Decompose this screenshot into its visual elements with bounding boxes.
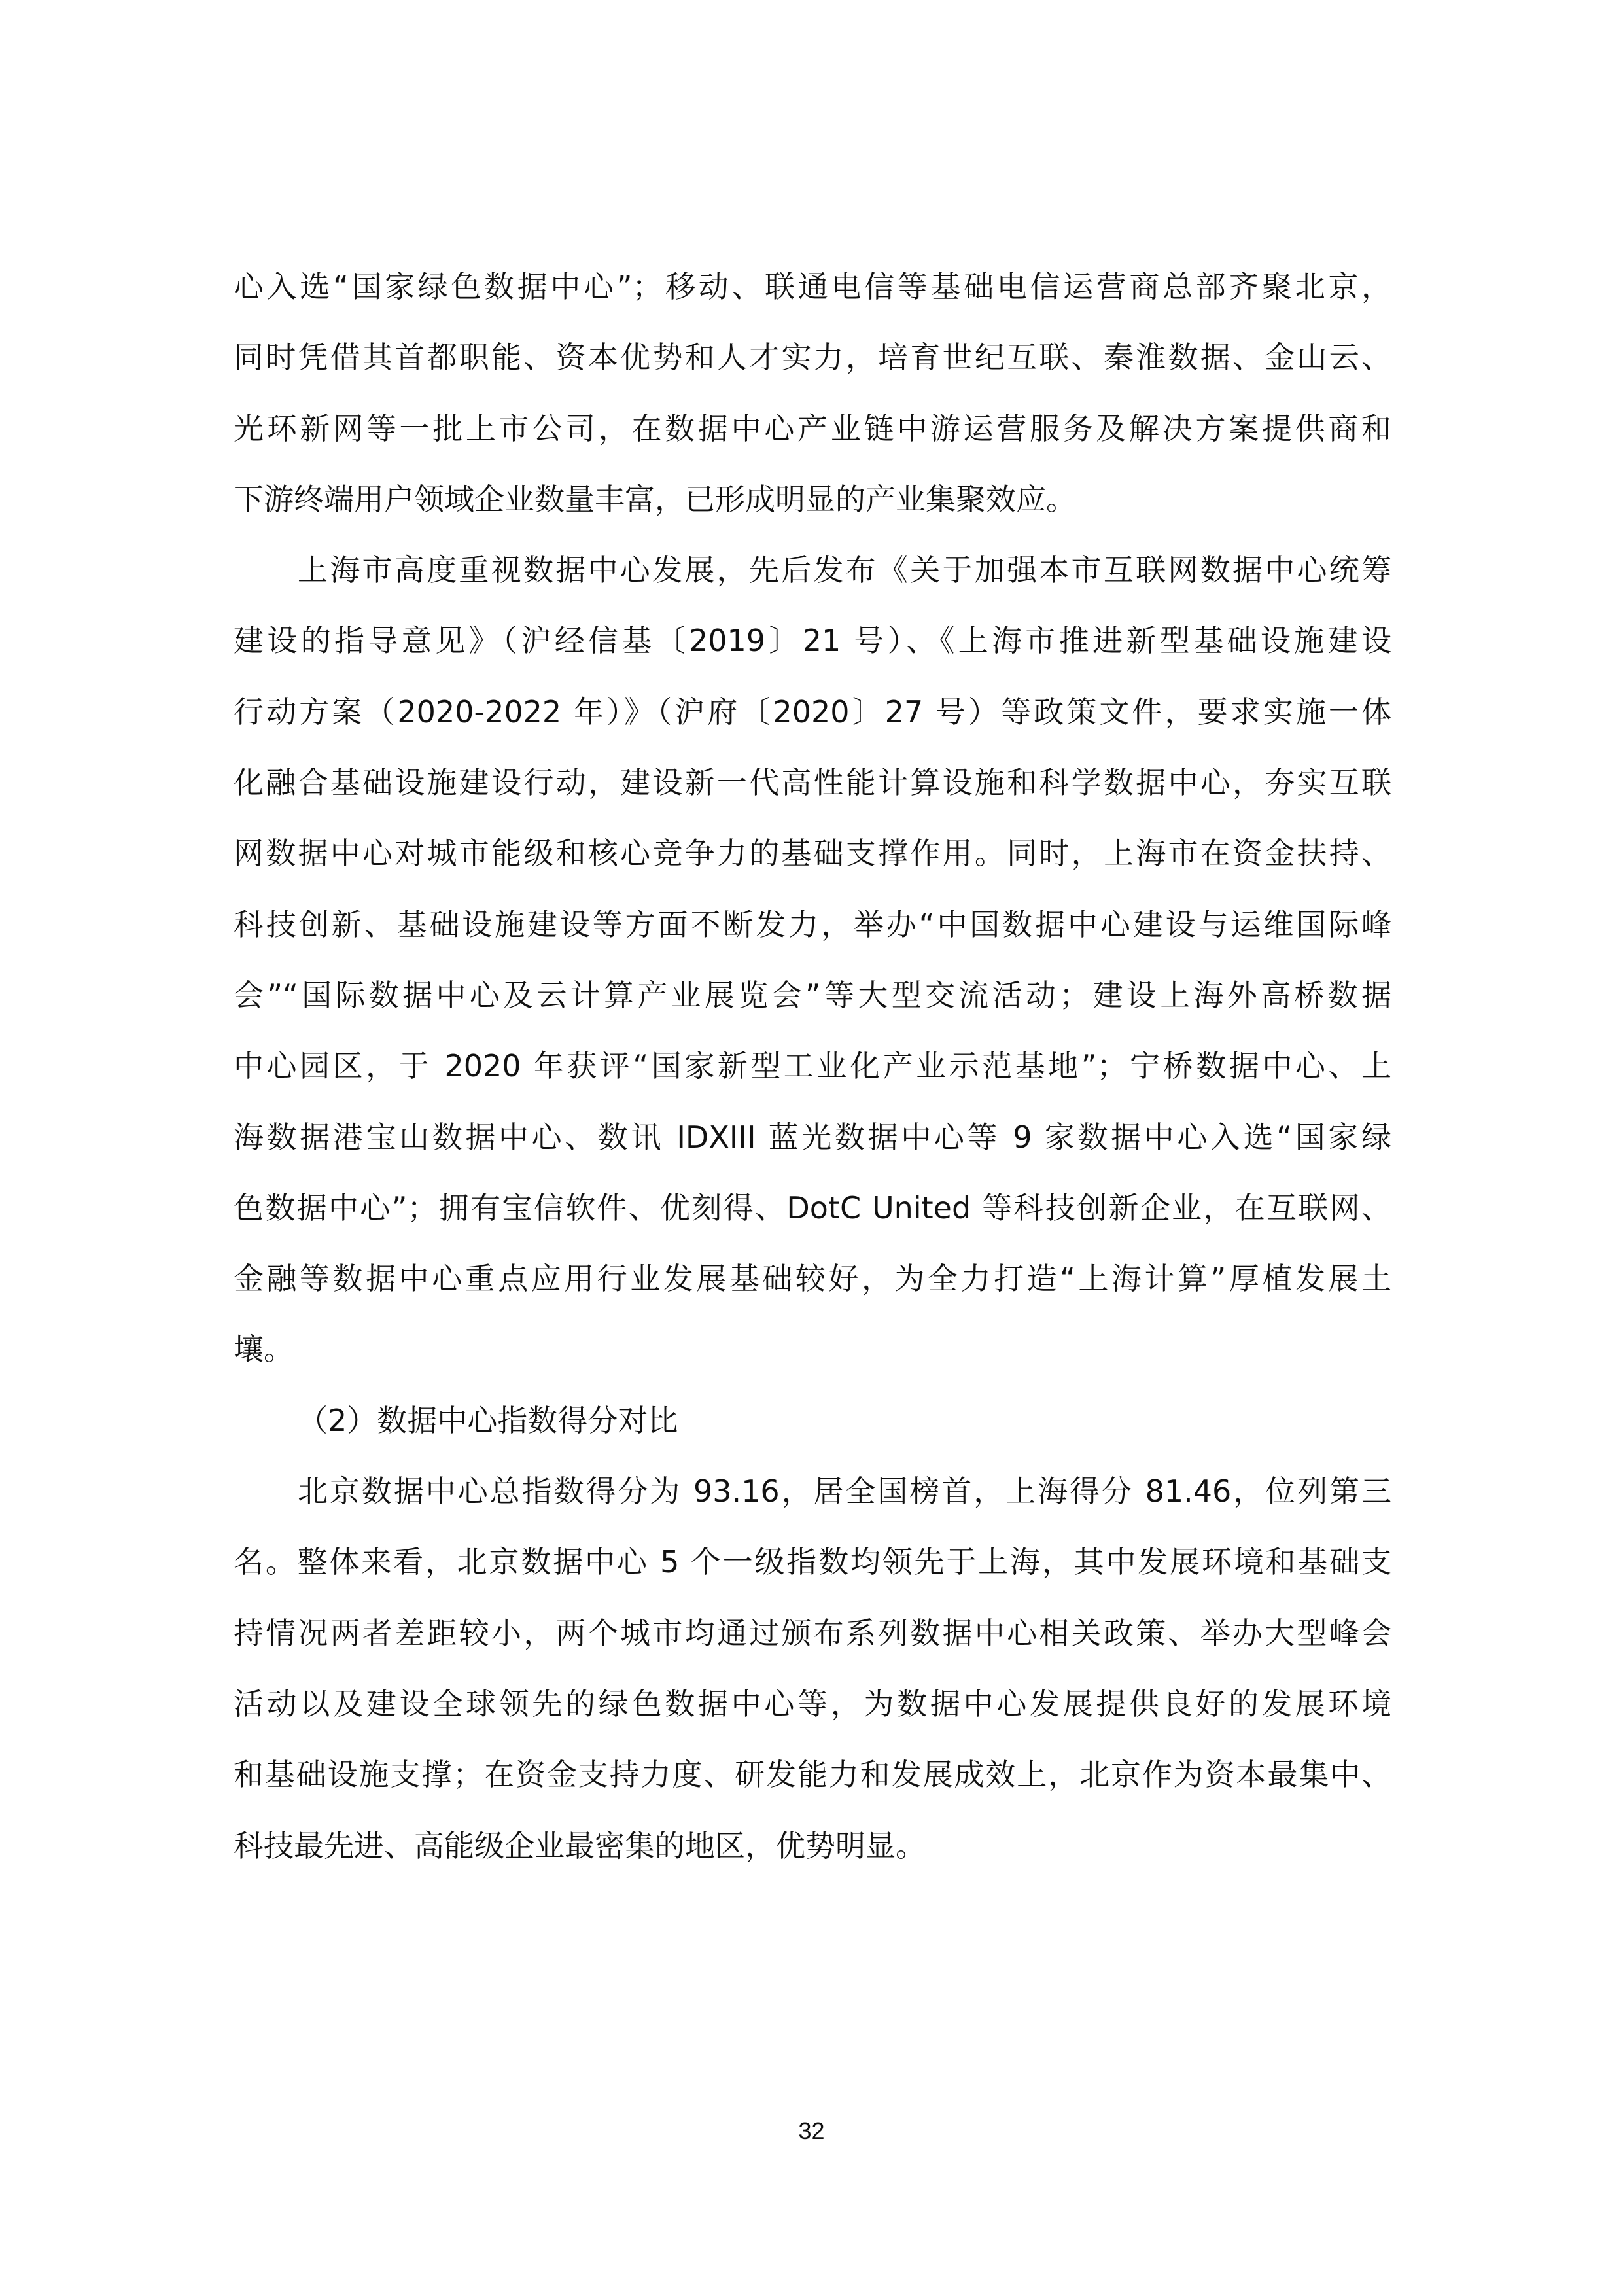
paragraph-index-comparison (234, 1456, 1391, 1881)
text-line: 和基础设施支撑；在资金支持力度、研发能力和发展成效上，北京作为资本最集中、 (234, 1757, 1391, 1793)
text-line: 科技最先进、高能级企业最密集的地区，优势明显。 (234, 1828, 926, 1863)
text-line: 上海市高度重视数据中心发展，先后发布《关于加强本市互联网数据中心统筹 (298, 552, 1391, 588)
text-line: 北京数据中心总指数得分为 93.16，居全国榜首，上海得分 81.46，位列第三 (298, 1474, 1391, 1510)
text-line: 行动方案（2020-2022 年）》（沪府〔2020〕27 号）等政策文件，要求实施一体 (234, 694, 1391, 730)
text-line: 化融合基础设施建设行动，建设新一代高性能计算设施和科学数据中心，夯实互联 (234, 765, 1391, 801)
text-line: 建设的指导意见》（沪经信基〔2019〕21 号）、《上海市推进新型基础设施建设 (234, 623, 1391, 659)
text-line: 同时凭借其首都职能、资本优势和人才实力，培育世纪互联、秦淮数据、金山云、 (234, 340, 1391, 376)
text-line: 色数据中心”；拥有宝信软件、优刻得、DotC United 等科技创新企业，在互联网、 (234, 1190, 1391, 1226)
text-line: 科技创新、基础设施建设等方面不断发力，举办“中国数据中心建设与运维国际峰 (234, 906, 1391, 942)
page-number: 32 (798, 2117, 825, 2144)
text-line: 持情况两者差距较小，两个城市均通过颁布系列数据中心相关政策、举办大型峰会 (234, 1615, 1391, 1651)
text-line: 海数据港宝山数据中心、数讯 IDXIII 蓝光数据中心等 9 家数据中心入选“国家绿 (234, 1119, 1391, 1155)
text-line: 下游终端用户领域企业数量丰富，已形成明显的产业集聚效应。 (234, 481, 1076, 517)
text-line: 心入选“国家绿色数据中心”；移动、联通电信等基础电信运营商总部齐聚北京， (234, 269, 1391, 304)
text-line: 网数据中心对城市能级和核心竞争力的基础支撑作用。同时，上海市在资金扶持、 (234, 836, 1391, 872)
text-line: 活动以及建设全球领先的绿色数据中心等，为数据中心发展提供良好的发展环境 (234, 1686, 1391, 1722)
paragraph-continuation (234, 251, 1391, 535)
text-line: 光环新网等一批上市公司，在数据中心产业链中游运营服务及解决方案提供商和 (234, 410, 1391, 446)
text-line: 名。整体来看，北京数据中心 5 个一级指数均领先于上海，其中发展环境和基础支 (234, 1544, 1391, 1580)
text-line: 壤。 (234, 1332, 294, 1368)
heading-text: （2）数据中心指数得分对比 (298, 1402, 678, 1438)
paragraph-shanghai (234, 535, 1391, 1385)
text-line: 中心园区，于 2020 年获评“国家新型工业化产业示范基地”；宁桥数据中心、上 (234, 1048, 1391, 1084)
text-line: 金融等数据中心重点应用行业发展基础较好，为全力打造“上海计算”厚植发展土 (234, 1261, 1391, 1297)
document-body (234, 251, 1391, 1881)
text-line: 会”“国际数据中心及云计算产业展览会”等大型交流活动；建设上海外高桥数据 (234, 977, 1391, 1013)
section-heading (234, 1385, 1391, 1456)
